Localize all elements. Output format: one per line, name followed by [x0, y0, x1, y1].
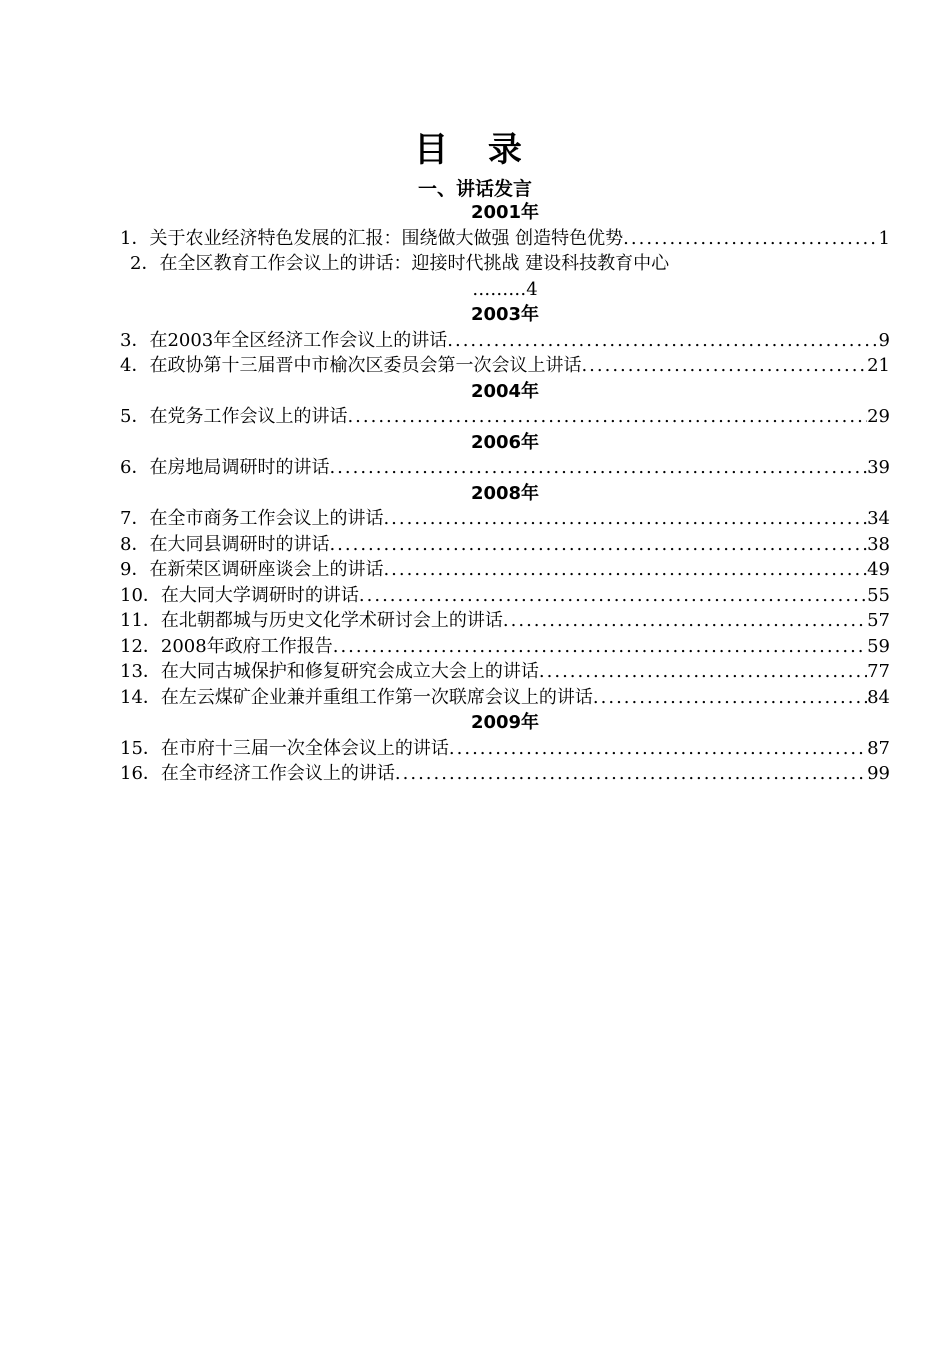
- toc-page-number: 59: [867, 635, 890, 657]
- toc-entry-title: 8．在大同县调研时的讲话: [120, 533, 330, 555]
- toc-entry-15[interactable]: [120, 736, 890, 762]
- toc-leader-dots: [347, 404, 867, 430]
- toc-page-number: 1: [878, 227, 890, 249]
- toc-page-number: 77: [867, 661, 890, 682]
- toc-entry-title: 4．在政协第十三届晋中市榆次区委员会第一次会议上讲话: [120, 355, 582, 376]
- toc-entry-11[interactable]: [120, 608, 890, 634]
- toc-entry-14[interactable]: [120, 685, 890, 711]
- toc-entry-4[interactable]: [120, 353, 890, 379]
- toc-entry-title: 16．在全市经济工作会议上的讲话: [120, 763, 395, 784]
- toc-entry-title: 14．在左云煤矿企业兼并重组工作第一次联席会议上的讲话: [120, 686, 593, 708]
- toc-entry-3[interactable]: [120, 328, 890, 354]
- toc-entry-title: 9．在新荣区调研座谈会上的讲话: [120, 559, 384, 580]
- toc-entry-title: 7．在全市商务工作会议上的讲话: [120, 508, 384, 529]
- toc-entry-title: 6．在房地局调研时的讲话: [120, 457, 330, 478]
- toc-leader-dots: [593, 685, 867, 711]
- toc-page-number: 9: [878, 329, 890, 351]
- toc-entry-title: 3．在2003年全区经济工作会议上的讲话: [120, 329, 448, 351]
- toc-page-number: ………4: [472, 278, 538, 300]
- toc-page-number: 55: [867, 584, 890, 606]
- toc-page-number: 99: [867, 763, 890, 784]
- toc-leader-dots: [581, 353, 867, 379]
- toc-page-number: 84: [867, 686, 890, 708]
- toc-page-number: 38: [867, 533, 890, 555]
- toc-leader-dots: [539, 659, 867, 685]
- year-heading-2006: 2006年: [470, 431, 540, 453]
- toc-entry-title: 11．在北朝都城与历史文化学术研讨会上的讲话: [120, 610, 503, 631]
- toc-entry-7[interactable]: [120, 506, 890, 532]
- toc-entry-title: 2．在全区教育工作会议上的讲话：迎接时代挑战 建设科技教育中心: [130, 253, 670, 274]
- toc-leader-dots: [359, 583, 867, 609]
- section-heading: 一、讲话发言: [417, 178, 532, 200]
- toc-entry-10[interactable]: [120, 583, 890, 609]
- toc-entry-title: 13．在大同古城保护和修复研究会成立大会上的讲话: [120, 661, 539, 682]
- toc-entry-1[interactable]: [120, 226, 890, 252]
- toc-page-number: 57: [867, 610, 890, 631]
- toc-page-number: 34: [867, 508, 890, 529]
- toc-leader-dots: [383, 506, 867, 532]
- toc-entry-8[interactable]: [120, 532, 890, 558]
- toc-list: [120, 200, 890, 787]
- toc-leader-dots: [383, 557, 867, 583]
- toc-entry-title: 12．2008年政府工作报告: [120, 635, 333, 657]
- toc-leader-dots: [333, 634, 867, 660]
- toc-entry-title: 5．在党务工作会议上的讲话: [120, 406, 348, 427]
- toc-entry-16[interactable]: [120, 761, 890, 787]
- toc-entry-12[interactable]: [120, 634, 890, 660]
- toc-leader-dots: [447, 328, 878, 354]
- year-heading-2001: 2001年: [470, 202, 540, 223]
- year-heading-2009: 2009年: [470, 712, 540, 733]
- toc-entry-2[interactable]: [120, 251, 890, 277]
- toc-entry-9[interactable]: [120, 557, 890, 583]
- page-title: 目 录: [414, 130, 536, 170]
- toc-entry-13[interactable]: [120, 659, 890, 685]
- toc-entry-6[interactable]: [120, 455, 890, 481]
- toc-leader-dots: [329, 532, 867, 558]
- toc-leader-dots: [329, 455, 867, 481]
- year-heading-2004: 2004年: [470, 380, 540, 402]
- toc-entry-5[interactable]: [120, 404, 890, 430]
- toc-page-number: 21: [867, 355, 890, 376]
- toc-leader-dots: [623, 226, 878, 252]
- toc-entry-title: 15．在市府十三届一次全体会议上的讲话: [120, 737, 449, 759]
- toc-entry-title: 1．关于农业经济特色发展的汇报：围绕做大做强 创造特色优势: [120, 227, 624, 249]
- year-heading-2003: 2003年: [470, 304, 540, 325]
- toc-entry-2-page-line: [120, 277, 890, 303]
- toc-leader-dots: [449, 736, 867, 762]
- toc-page-number: 49: [867, 559, 890, 580]
- toc-page-number: 29: [867, 406, 890, 427]
- toc-page-number: 39: [867, 457, 890, 478]
- toc-entry-title: 10．在大同大学调研时的讲话: [120, 584, 359, 606]
- toc-leader-dots: [503, 608, 867, 634]
- toc-leader-dots: [395, 761, 867, 787]
- toc-page-number: 87: [867, 737, 890, 759]
- year-heading-2008: 2008年: [470, 482, 540, 504]
